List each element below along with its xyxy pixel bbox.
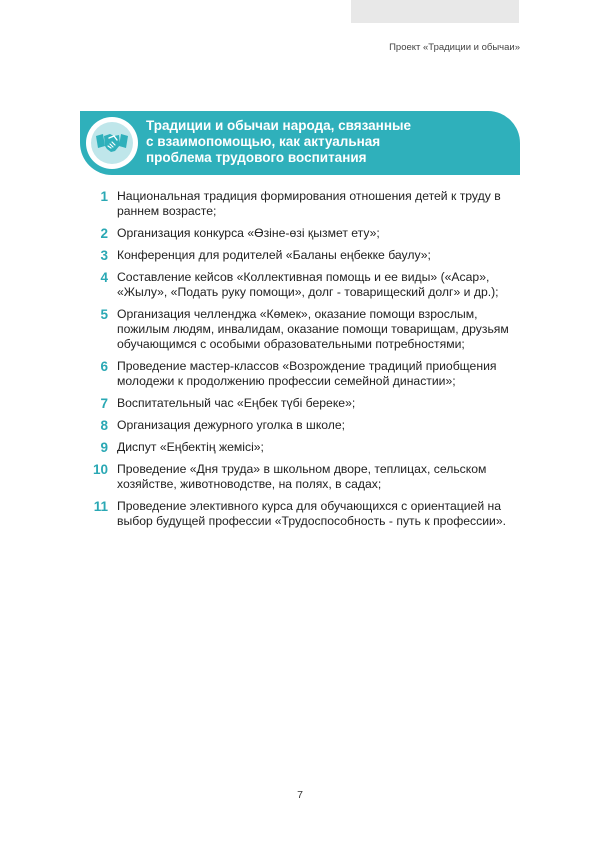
- section-banner: [80, 111, 520, 175]
- item-number: 10: [92, 462, 108, 477]
- list-item: [80, 418, 520, 433]
- project-label: Проект «Традиции и обычаи»: [389, 42, 520, 53]
- item-text: Составление кейсов «Коллективная помощь и ее виды» («Асар», «Жылу», «Подать руку помощи», долг - товарищеский долг» и др.);: [117, 270, 499, 299]
- list-item: [80, 359, 520, 389]
- list-item: [80, 440, 520, 455]
- list-item: [80, 499, 520, 529]
- item-number: 4: [100, 270, 108, 285]
- item-number: 7: [100, 396, 108, 411]
- item-number: 11: [93, 499, 108, 514]
- item-text: Проведение «Дня труда» в школьном дворе, теплицах, сельском хозяйстве, животноводстве, на полях, в садах;: [117, 462, 487, 491]
- item-number: 5: [100, 307, 108, 322]
- item-number: 3: [100, 248, 108, 263]
- item-text: Проведение элективного курса для обучающихся с ориентацией на выбор будущей профессии «Трудоспособность - путь к профессии».: [117, 499, 507, 528]
- item-number: 1: [100, 189, 108, 204]
- item-number: 9: [100, 440, 108, 455]
- list-item: [80, 396, 520, 411]
- banner-icon-badge: [86, 117, 138, 169]
- item-text: Конференция для родителей «Баланы еңбекке баулу»;: [117, 248, 431, 262]
- banner-title-line: проблема трудового воспитания: [146, 150, 367, 165]
- header-bar: [351, 0, 519, 23]
- list-item: [80, 270, 520, 300]
- item-number: 8: [100, 418, 108, 433]
- item-text: Национальная традиция формирования отношения детей к труду в раннем возрасте;: [117, 189, 501, 218]
- item-text: Воспитательный час «Еңбек түбі береке»;: [117, 396, 356, 410]
- banner-title: [146, 118, 486, 166]
- item-number: 2: [100, 226, 108, 241]
- item-text: Организация конкурса «Өзіне-өзі қызмет ету»;: [117, 226, 380, 240]
- page-number: 7: [297, 789, 303, 801]
- item-number: 6: [100, 359, 108, 374]
- banner-title-line: Традиции и обычаи народа, связанные: [146, 118, 412, 133]
- list-item: [80, 307, 520, 352]
- list-item: [80, 226, 520, 241]
- banner-title-line: с взаимопомощью, как актуальная: [146, 134, 381, 149]
- handshake-icon: [95, 130, 129, 156]
- activity-list: [80, 189, 520, 536]
- item-text: Проведение мастер-классов «Возрождение традиций приобщения молодежи к продолжению профессии семейной династии»;: [117, 359, 497, 388]
- list-item: [80, 248, 520, 263]
- item-text: Организация челленджа «Көмек», оказание помощи взрослым, пожилым людям, инвалидам, оказание помощи товарищам, друзьям обучающимся с особыми образовательными потребностями;: [117, 307, 509, 351]
- list-item: [80, 189, 520, 219]
- item-text: Организация дежурного уголка в школе;: [117, 418, 346, 432]
- list-item: [80, 462, 520, 492]
- item-text: Диспут «Еңбектің жемісі»;: [117, 440, 264, 454]
